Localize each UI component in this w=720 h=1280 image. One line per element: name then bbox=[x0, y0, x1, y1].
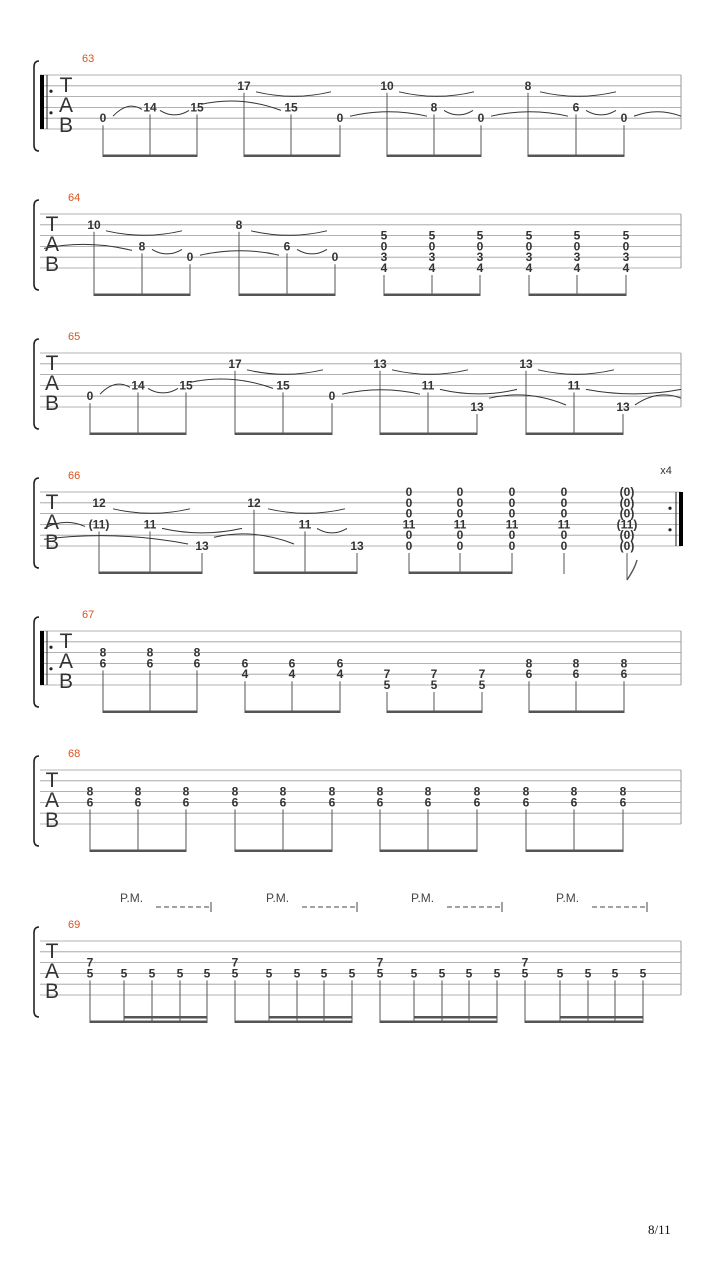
fret-number: 15 bbox=[276, 378, 290, 393]
slur bbox=[268, 509, 345, 514]
slur bbox=[148, 388, 178, 393]
fret-number: 4 bbox=[380, 261, 388, 275]
beam bbox=[384, 294, 480, 297]
tab-clef bbox=[45, 491, 59, 554]
staff-system-69 bbox=[34, 919, 681, 1023]
tab-clef bbox=[45, 352, 59, 415]
fret-number: 5 bbox=[376, 966, 384, 981]
fret-number: 13 bbox=[195, 539, 209, 553]
fret-number: 7 bbox=[478, 667, 486, 682]
fret-number: (0) bbox=[619, 485, 635, 499]
fret-number: 4 bbox=[622, 261, 630, 275]
repeat-dot bbox=[668, 528, 671, 531]
beam bbox=[90, 850, 186, 853]
fret-number: 8 bbox=[182, 784, 190, 799]
fret-number: 8 bbox=[86, 784, 94, 799]
fret-number: 5 bbox=[86, 966, 94, 981]
fret-number: 14 bbox=[143, 100, 157, 115]
fret-number: 4 bbox=[288, 667, 296, 682]
fret-number: 4 bbox=[428, 261, 436, 275]
repeat-count: x4 bbox=[660, 465, 672, 477]
fret-number: 8 bbox=[619, 784, 627, 799]
fret-number: 6 bbox=[572, 667, 580, 682]
tab-clef-letter: T bbox=[59, 630, 73, 653]
fret-number: 5 bbox=[293, 966, 301, 981]
fret-number: 6 bbox=[570, 795, 578, 810]
beam-secondary bbox=[560, 1016, 643, 1019]
fret-number: 3 bbox=[525, 250, 533, 265]
fret-number: 5 bbox=[348, 966, 356, 981]
tab-clef-letter: A bbox=[58, 650, 74, 673]
slur bbox=[634, 112, 681, 117]
tab-clef-letter: B bbox=[44, 392, 60, 415]
beam bbox=[525, 1021, 643, 1024]
staff-system-67 bbox=[34, 609, 681, 713]
fret-number: 5 bbox=[438, 966, 446, 981]
fret-number: 4 bbox=[476, 261, 484, 275]
fret-number: 7 bbox=[231, 955, 239, 970]
fret-number: 5 bbox=[430, 678, 438, 692]
system-bracket bbox=[34, 61, 39, 151]
stems bbox=[99, 510, 637, 580]
fret-number: 15 bbox=[190, 100, 204, 115]
slur bbox=[491, 112, 568, 117]
staff-system-63 bbox=[34, 53, 681, 157]
tab-clef bbox=[59, 74, 73, 137]
fret-number: (0) bbox=[619, 506, 635, 521]
fret-number: 4 bbox=[573, 261, 581, 275]
fret-number: 17 bbox=[228, 356, 242, 371]
beam bbox=[103, 711, 197, 714]
fret-number: 0 bbox=[456, 506, 464, 521]
fret-number: 0 bbox=[336, 111, 344, 126]
fret-number: 7 bbox=[430, 667, 438, 682]
fret-number: 0 bbox=[508, 485, 516, 499]
fret-number: (0) bbox=[619, 539, 635, 553]
fret-number: 5 bbox=[380, 228, 388, 243]
fret-number: 17 bbox=[237, 78, 251, 93]
repeat-dot bbox=[668, 507, 671, 510]
fret-number: 0 bbox=[405, 528, 413, 543]
measure-number: 66 bbox=[68, 470, 81, 482]
repeat-dot bbox=[49, 111, 52, 114]
page-number: 8/11 bbox=[648, 1222, 671, 1237]
tab-clef bbox=[45, 940, 59, 1003]
fret-number: 15 bbox=[284, 100, 298, 115]
fret-number: 5 bbox=[639, 966, 647, 981]
fret-number: 7 bbox=[383, 667, 391, 682]
fret-number: 6 bbox=[99, 656, 107, 671]
slur bbox=[392, 370, 468, 375]
tab-clef-letter: T bbox=[59, 74, 73, 97]
slur bbox=[586, 110, 616, 115]
beam bbox=[254, 572, 357, 575]
tab-clef-letter: B bbox=[44, 531, 60, 554]
fret-number: 0 bbox=[508, 528, 516, 543]
slur bbox=[190, 379, 273, 388]
fret-number: 0 bbox=[405, 539, 413, 553]
fret-number: 6 bbox=[283, 239, 291, 254]
fret-number: 0 bbox=[560, 528, 568, 543]
slur bbox=[399, 92, 474, 97]
fret-number: 6 bbox=[279, 795, 287, 810]
fret-number: (0) bbox=[619, 495, 635, 510]
beam bbox=[94, 294, 190, 297]
fret-number: 0 bbox=[99, 111, 107, 126]
fret-number: 8 bbox=[430, 100, 438, 115]
slur bbox=[297, 249, 327, 254]
fret-number: 8 bbox=[134, 784, 142, 799]
fret-number: 6 bbox=[336, 656, 344, 671]
fret-number: 5 bbox=[265, 966, 273, 981]
fret-number: 11 bbox=[557, 517, 571, 532]
fret-number: 0 bbox=[86, 389, 94, 404]
fret-number: 8 bbox=[473, 784, 481, 799]
stems bbox=[103, 93, 624, 157]
palm-mute-label: P.M. bbox=[266, 891, 290, 905]
slur bbox=[444, 110, 473, 115]
stems bbox=[103, 670, 624, 713]
fret-number: 0 bbox=[560, 495, 568, 510]
fret-number: 5 bbox=[148, 966, 156, 981]
tab-clef-letter: A bbox=[44, 511, 60, 534]
measure-number: 64 bbox=[68, 192, 81, 204]
slur bbox=[106, 231, 182, 236]
fret-number: 4 bbox=[241, 667, 249, 682]
fret-number: 5 bbox=[622, 228, 630, 243]
stems bbox=[90, 980, 643, 1023]
fret-number: 13 bbox=[350, 539, 364, 553]
fret-number: 5 bbox=[525, 228, 533, 243]
fret-number: 0 bbox=[620, 111, 628, 126]
beam bbox=[526, 433, 623, 436]
beam-secondary bbox=[414, 1016, 497, 1019]
tab-clef-letter: T bbox=[45, 940, 59, 963]
beam bbox=[235, 433, 332, 436]
tab-clef-letter: A bbox=[44, 372, 60, 395]
system-bracket bbox=[34, 927, 39, 1017]
beam bbox=[380, 1021, 497, 1024]
fret-number: 4 bbox=[525, 261, 533, 275]
fret-number: 7 bbox=[521, 955, 529, 970]
fret-number: 6 bbox=[288, 656, 296, 671]
fret-number: 0 bbox=[405, 506, 413, 521]
system-bracket bbox=[34, 339, 39, 429]
fret-number: (11) bbox=[88, 517, 110, 532]
fret-number: 5 bbox=[611, 966, 619, 981]
system-bracket bbox=[34, 200, 39, 290]
fret-number: 6 bbox=[473, 795, 481, 810]
fret-number: 8 bbox=[279, 784, 287, 799]
fret-number: 3 bbox=[428, 250, 436, 265]
fret-number: 11 bbox=[421, 378, 435, 393]
fret-number: 6 bbox=[241, 656, 249, 671]
fret-number: 3 bbox=[622, 250, 630, 265]
slur bbox=[251, 231, 327, 236]
slur bbox=[342, 390, 420, 395]
fret-number: 6 bbox=[182, 795, 190, 810]
measure-number: 67 bbox=[82, 609, 95, 621]
beam bbox=[387, 711, 482, 714]
fret-number: 8 bbox=[138, 239, 146, 254]
beam bbox=[103, 155, 197, 158]
repeat-dot bbox=[49, 646, 52, 649]
fret-number: 8 bbox=[522, 784, 530, 799]
fret-number: 8 bbox=[376, 784, 384, 799]
beam bbox=[244, 155, 340, 158]
beam bbox=[380, 433, 477, 436]
flag bbox=[627, 560, 637, 580]
tab-clef-letter: B bbox=[58, 114, 74, 137]
fret-number: 8 bbox=[231, 784, 239, 799]
fret-number: 6 bbox=[193, 656, 201, 671]
fret-number: 0 bbox=[477, 111, 485, 126]
fret-number: 5 bbox=[320, 966, 328, 981]
fret-number: 6 bbox=[572, 100, 580, 115]
notes bbox=[87, 785, 627, 810]
tab-clef-letter: B bbox=[44, 253, 60, 276]
fret-number: 0 bbox=[328, 389, 336, 404]
fret-number: 11 bbox=[402, 517, 416, 532]
fret-number: 5 bbox=[573, 228, 581, 243]
slur bbox=[44, 536, 188, 544]
fret-number: 6 bbox=[620, 667, 628, 682]
slur bbox=[586, 389, 681, 394]
fret-number: 7 bbox=[376, 955, 384, 970]
tab-clef bbox=[45, 213, 59, 276]
notes bbox=[87, 956, 647, 981]
fret-number: 5 bbox=[203, 966, 211, 981]
fret-number: 5 bbox=[493, 966, 501, 981]
fret-number: 0 bbox=[456, 528, 464, 543]
fret-number: 13 bbox=[470, 400, 484, 414]
fret-number: 0 bbox=[456, 495, 464, 510]
slur bbox=[317, 528, 347, 533]
tab-clef-letter: A bbox=[44, 960, 60, 983]
fret-number: 8 bbox=[193, 645, 201, 660]
repeat-start-thick-bar bbox=[40, 75, 44, 129]
fret-number: 13 bbox=[519, 356, 533, 371]
stems bbox=[90, 809, 623, 852]
fret-number: 0 bbox=[508, 495, 516, 510]
fret-number: 0 bbox=[560, 539, 568, 553]
slur bbox=[113, 509, 190, 514]
fret-number: 12 bbox=[92, 495, 106, 510]
fret-number: 11 bbox=[143, 517, 157, 532]
fret-number: (11) bbox=[616, 517, 638, 532]
fret-number: 5 bbox=[476, 228, 484, 243]
tab-clef-letter: T bbox=[45, 352, 59, 375]
notes bbox=[89, 485, 638, 553]
fret-number: 0 bbox=[525, 239, 533, 254]
fret-number: 0 bbox=[560, 485, 568, 499]
fret-number: 14 bbox=[131, 378, 145, 393]
fret-number: 0 bbox=[560, 506, 568, 521]
beam bbox=[528, 155, 624, 158]
fret-number: 0 bbox=[476, 239, 484, 254]
repeat-dot bbox=[49, 90, 52, 93]
fret-number: 0 bbox=[405, 495, 413, 510]
fret-number: 5 bbox=[120, 966, 128, 981]
staff-system-65 bbox=[34, 331, 681, 435]
fret-number: 6 bbox=[231, 795, 239, 810]
fret-number: 5 bbox=[584, 966, 592, 981]
fret-number: 3 bbox=[476, 250, 484, 265]
beam bbox=[235, 850, 332, 853]
fret-number: 8 bbox=[99, 645, 107, 660]
beam-secondary bbox=[269, 1016, 352, 1019]
beam bbox=[409, 572, 512, 575]
beam bbox=[99, 572, 202, 575]
fret-number: 8 bbox=[424, 784, 432, 799]
measure-number: 68 bbox=[68, 748, 81, 760]
fret-number: 6 bbox=[525, 667, 533, 682]
tab-clef-letter: T bbox=[45, 769, 59, 792]
measure-number: 69 bbox=[68, 919, 81, 931]
slur bbox=[440, 389, 517, 394]
measure-number: 65 bbox=[68, 331, 81, 343]
tab-clef-letter: A bbox=[58, 94, 74, 117]
slur bbox=[247, 370, 323, 375]
fret-number: 8 bbox=[146, 645, 154, 660]
fret-number: 5 bbox=[231, 966, 239, 981]
beam bbox=[526, 850, 623, 853]
beam bbox=[90, 1021, 207, 1024]
fret-number: 4 bbox=[336, 667, 344, 682]
tab-clef-letter: A bbox=[44, 233, 60, 256]
fret-number: 0 bbox=[573, 239, 581, 254]
fret-number: 8 bbox=[572, 656, 580, 671]
fret-number: 6 bbox=[619, 795, 627, 810]
fret-number: 5 bbox=[176, 966, 184, 981]
fret-number: 0 bbox=[456, 539, 464, 553]
staff-system-68 bbox=[34, 748, 681, 852]
tab-clef bbox=[59, 630, 73, 693]
fret-number: 0 bbox=[405, 485, 413, 499]
beam bbox=[90, 433, 186, 436]
fret-number: 0 bbox=[428, 239, 436, 254]
fret-number: 11 bbox=[453, 517, 467, 532]
fret-number: 0 bbox=[331, 250, 339, 265]
fret-number: 6 bbox=[424, 795, 432, 810]
beam bbox=[529, 294, 626, 297]
fret-number: 10 bbox=[380, 78, 394, 93]
slur bbox=[538, 370, 614, 375]
fret-number: 6 bbox=[134, 795, 142, 810]
beam bbox=[387, 155, 481, 158]
stems bbox=[90, 371, 623, 435]
fret-number: 6 bbox=[522, 795, 530, 810]
repeat-start-thick-bar bbox=[40, 631, 44, 685]
beam bbox=[529, 711, 624, 714]
tab-clef bbox=[45, 769, 59, 832]
fret-number: 0 bbox=[456, 485, 464, 499]
fret-number: 10 bbox=[87, 217, 101, 232]
slur bbox=[256, 92, 331, 97]
fret-number: 8 bbox=[525, 656, 533, 671]
beam bbox=[245, 711, 340, 714]
system-bracket bbox=[34, 617, 39, 707]
beam bbox=[239, 294, 335, 297]
repeat-end-thick-bar bbox=[679, 492, 683, 546]
fret-number: (0) bbox=[619, 528, 635, 543]
system-bracket bbox=[34, 478, 39, 568]
tab-clef-letter: A bbox=[44, 789, 60, 812]
fret-number: 5 bbox=[428, 228, 436, 243]
slur bbox=[201, 101, 281, 110]
tab-clef-letter: T bbox=[45, 213, 59, 236]
fret-number: 5 bbox=[556, 966, 564, 981]
beam bbox=[235, 1021, 352, 1024]
fret-number: 8 bbox=[620, 656, 628, 671]
fret-number: 15 bbox=[179, 378, 193, 393]
palm-mute-label: P.M. bbox=[411, 891, 435, 905]
fret-number: 3 bbox=[573, 250, 581, 265]
fret-number: 0 bbox=[508, 539, 516, 553]
fret-number: 6 bbox=[376, 795, 384, 810]
fret-number: 6 bbox=[328, 795, 336, 810]
slur bbox=[540, 92, 616, 97]
fret-number: 8 bbox=[524, 78, 532, 93]
fret-number: 8 bbox=[570, 784, 578, 799]
repeat-dot bbox=[49, 667, 52, 670]
fret-number: 6 bbox=[146, 656, 154, 671]
slur bbox=[152, 249, 182, 254]
fret-number: 11 bbox=[567, 378, 581, 393]
fret-number: 5 bbox=[410, 966, 418, 981]
staff-system-64 bbox=[34, 192, 681, 296]
staff-system-66 bbox=[34, 465, 683, 580]
fret-number: 12 bbox=[247, 495, 261, 510]
fret-number: 8 bbox=[235, 217, 243, 232]
system-bracket bbox=[34, 756, 39, 846]
fret-number: 0 bbox=[380, 239, 388, 254]
fret-number: 8 bbox=[328, 784, 336, 799]
fret-number: 7 bbox=[86, 955, 94, 970]
tab-clef-letter: B bbox=[44, 809, 60, 832]
fret-number: 6 bbox=[86, 795, 94, 810]
fret-number: 0 bbox=[622, 239, 630, 254]
beam-secondary bbox=[124, 1016, 207, 1019]
fret-number: 5 bbox=[465, 966, 473, 981]
tab-clef-letter: T bbox=[45, 491, 59, 514]
tab-clef-letter: B bbox=[44, 980, 60, 1003]
fret-number: 5 bbox=[521, 966, 529, 981]
fret-number: 13 bbox=[373, 356, 387, 371]
fret-number: 3 bbox=[380, 250, 388, 265]
tab-clef-letter: B bbox=[58, 670, 74, 693]
fret-number: 0 bbox=[508, 506, 516, 521]
fret-number: 5 bbox=[478, 678, 486, 692]
fret-number: 5 bbox=[383, 678, 391, 692]
slur bbox=[160, 110, 189, 115]
fret-number: 11 bbox=[298, 517, 312, 532]
palm-mute-label: P.M. bbox=[120, 891, 144, 905]
slur bbox=[162, 528, 242, 533]
stems bbox=[94, 232, 626, 296]
measure-number: 63 bbox=[82, 53, 95, 65]
palm-mute-label: P.M. bbox=[556, 891, 580, 905]
fret-number: 0 bbox=[186, 250, 194, 265]
beam bbox=[380, 850, 477, 853]
fret-number: 11 bbox=[505, 517, 519, 532]
slur bbox=[350, 112, 427, 117]
fret-number: 13 bbox=[616, 400, 630, 414]
